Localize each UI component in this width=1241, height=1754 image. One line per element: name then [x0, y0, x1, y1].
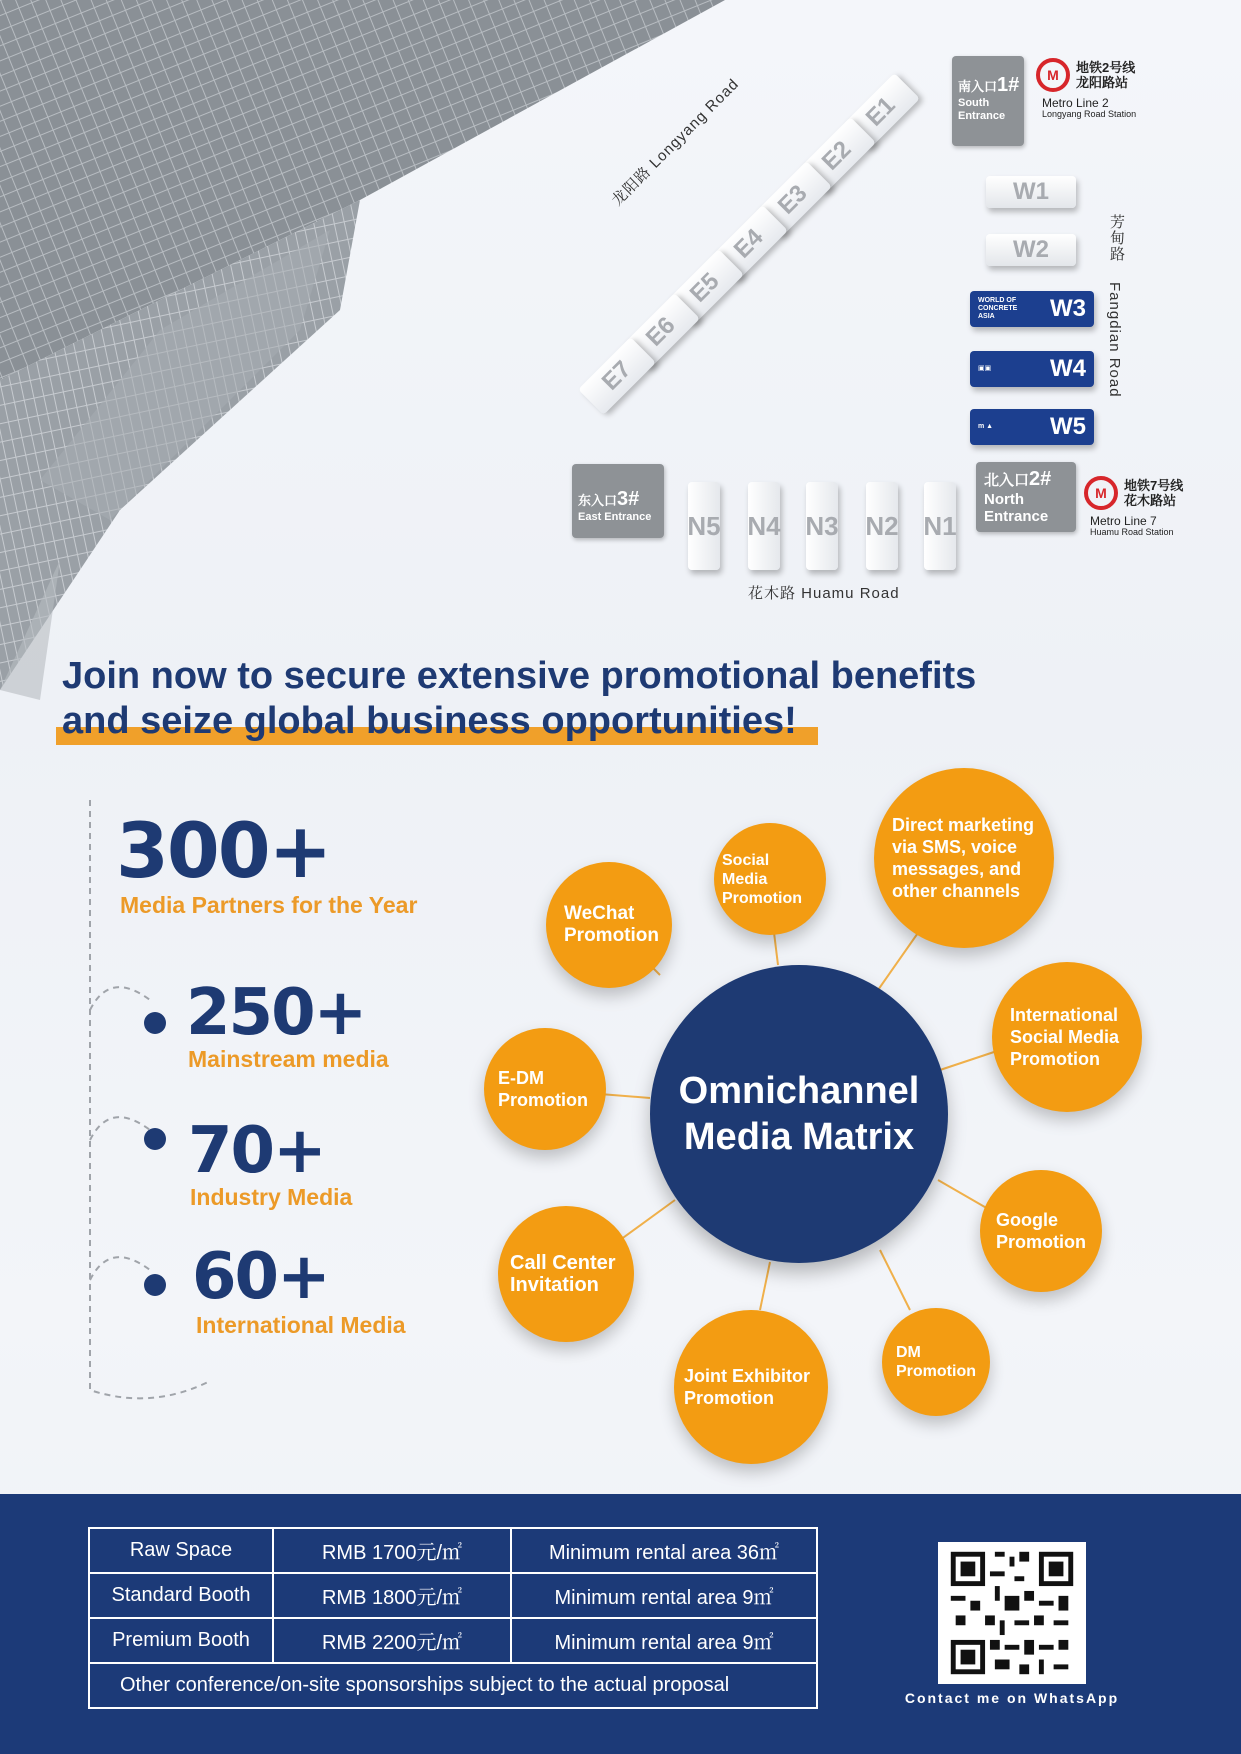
north-entrance-en2: Entrance [984, 508, 1049, 525]
table-cell-min: Minimum rental area 9㎡ [511, 1573, 817, 1618]
table-cell-type: Premium Booth [89, 1618, 273, 1663]
table-note: Other conference/on-site sponsorships subject to the actual proposal [89, 1663, 817, 1708]
hub-line1: Omnichannel [678, 1070, 920, 1112]
omnichannel-hub [650, 965, 948, 1263]
bubble-international-social [992, 962, 1142, 1112]
metro7-en2: Huamu Road Station [1090, 527, 1174, 537]
south-entrance-en2: Entrance [958, 110, 1006, 122]
metro7-en1: Metro Line 7 [1090, 514, 1157, 528]
hall-n1: N1 [924, 482, 956, 570]
hub-line2: Media Matrix [683, 1116, 915, 1158]
bubble-dmp-l1: DM [896, 1344, 921, 1361]
hall-n3: N3 [806, 482, 838, 570]
qr-caption: Contact me on WhatsApp [904, 1690, 1120, 1706]
east-entrance-cn: 东入口 [578, 493, 618, 508]
hall-n5: N5 [688, 482, 720, 570]
stat-label-mainstream: Mainstream media [188, 1046, 389, 1072]
headline-line2: and seize global business opportunities! [62, 700, 797, 742]
bubble-google-l1: Google [996, 1210, 1058, 1230]
bubble-intl-l3: Promotion [1010, 1049, 1100, 1069]
headline [62, 654, 976, 744]
bubble-dm-l2: via SMS, voice [892, 837, 1018, 857]
bubble-google-l2: Promotion [996, 1232, 1086, 1252]
hall-e2: E2 [798, 117, 876, 195]
bubble-intl-l2: Social Media [1010, 1027, 1120, 1047]
hall-n4: N4 [748, 482, 780, 570]
bubble-edm-l2: Promotion [498, 1090, 588, 1110]
stat-value-industry: 70+ [188, 1114, 325, 1188]
metro7-cn1: 地铁7号线 [1124, 478, 1184, 493]
metro2-en1: Metro Line 2 [1042, 96, 1109, 110]
road-fangdian-cn: 芳甸路 [1108, 214, 1125, 262]
bubble-dm-l4: other channels [892, 881, 1021, 901]
south-entrance-cn: 南入口 [958, 79, 998, 94]
hall-e4: E4 [710, 205, 788, 283]
bubble-dm-l1: Direct marketing [892, 815, 1035, 835]
bubble-social-media [714, 823, 826, 935]
bubble-social-l1: Social Media [722, 851, 770, 888]
north-entrance-en1: North [984, 491, 1024, 508]
bubble-google [980, 1170, 1102, 1292]
table-cell-price: RMB 1800元/㎡ [273, 1573, 511, 1618]
table-cell-min: Minimum rental area 36㎡ [511, 1528, 817, 1573]
metro2-cn1: 地铁2号线 [1076, 60, 1136, 75]
stat-label-total: Media Partners for the Year [120, 892, 418, 918]
hall-w5-label: W5 [1050, 413, 1086, 440]
road-huamu: 花木路 Huamu Road [748, 585, 900, 602]
whatsapp-qr-code[interactable] [938, 1542, 1086, 1684]
table-cell-min: Minimum rental area 9㎡ [511, 1618, 817, 1663]
bubble-wechat-l2: Promotion [564, 925, 659, 946]
stat-value-total: 300+ [116, 806, 331, 895]
bubble-call-center [498, 1206, 634, 1342]
bubble-social-l2: Promotion [722, 889, 802, 907]
event-logo-icon: m ▲ [978, 423, 994, 430]
road-fangdian-en: Fangdian Road [1106, 282, 1123, 398]
stat-value-international: 60+ [192, 1240, 329, 1314]
south-entrance-en1: South [958, 97, 990, 109]
bubble-wechat [546, 862, 672, 988]
hall-e6: E6 [622, 293, 700, 371]
table-row [89, 1618, 817, 1663]
metro-logo-icon: M [1084, 476, 1118, 510]
north-entrance-cn: 北入口 [984, 472, 1030, 489]
east-entrance-num: 3# [617, 488, 640, 510]
bubble-dm [882, 1308, 990, 1416]
bubble-dm-l3: messages, and [892, 859, 1022, 879]
table-cell-price: RMB 1700元/㎡ [273, 1528, 511, 1573]
headline-line1: Join now to secure extensive promotional benefits [62, 655, 977, 697]
event-logo-icon: ▣▣ [978, 365, 992, 372]
south-entrance-num: 1# [997, 74, 1020, 96]
stat-label-industry: Industry Media [190, 1184, 353, 1210]
hall-e3: E3 [754, 161, 832, 239]
table-cell-price: RMB 2200元/㎡ [273, 1618, 511, 1663]
metro-logo-icon: M [1036, 58, 1070, 92]
east-entrance-en: East Entrance [578, 511, 652, 523]
hall-w2: W2 [986, 234, 1076, 266]
table-cell-type: Raw Space [89, 1528, 273, 1573]
metro2-cn2: 龙阳路站 [1076, 75, 1129, 90]
bubble-joint-exhibitor [674, 1310, 828, 1464]
hall-w1: W1 [986, 176, 1076, 208]
north-entrance-num: 2# [1029, 468, 1052, 490]
bubble-call-l2: Invitation [510, 1274, 599, 1296]
table-row [89, 1528, 817, 1573]
hall-w4-label: W4 [1050, 355, 1086, 382]
hall-e1: E1 [842, 73, 920, 151]
bubble-direct-marketing [874, 768, 1054, 948]
bubble-joint-l1: Joint Exhibitor [684, 1366, 810, 1386]
metro7-cn2: 花木路站 [1124, 493, 1177, 508]
bubble-call-l1: Call Center [510, 1252, 616, 1274]
bubble-edm-l1: E-DM [498, 1068, 544, 1088]
table-row [89, 1573, 817, 1618]
bubble-joint-l2: Promotion [684, 1388, 774, 1408]
table-row [89, 1663, 817, 1708]
stat-label-international: International Media [196, 1312, 406, 1338]
hall-n2: N2 [866, 482, 898, 570]
bubble-edm [484, 1028, 606, 1150]
metro2-en2: Longyang Road Station [1042, 109, 1137, 119]
bubble-wechat-l1: WeChat [564, 903, 635, 924]
table-cell-type: Standard Booth [89, 1573, 273, 1618]
hall-w3-label: W3 [1050, 295, 1086, 322]
bubble-dmp-l2: Promotion [896, 1363, 976, 1380]
pricing-table [88, 1527, 818, 1709]
world-of-concrete-logo: WORLD OF CONCRETE ASIA [978, 297, 1018, 320]
stat-value-mainstream: 250+ [186, 976, 366, 1050]
road-longyang: 龙阳路 Longyang Road [608, 75, 743, 210]
hall-e7: E7 [578, 337, 656, 415]
hall-e5: E5 [666, 249, 744, 327]
bubble-intl-l1: International [1010, 1005, 1119, 1025]
